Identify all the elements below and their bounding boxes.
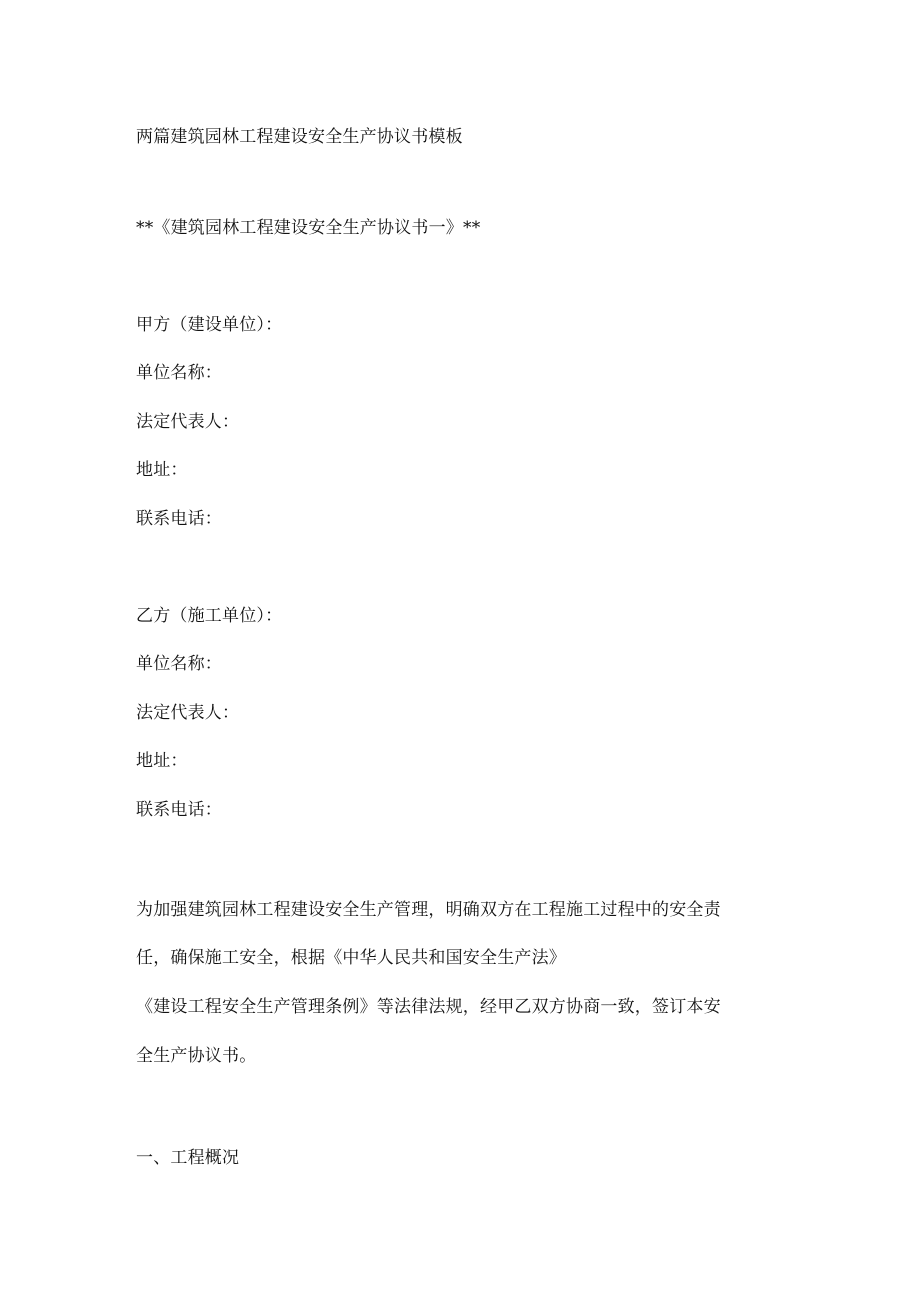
party-b-name-label: 单位名称： <box>136 654 222 674</box>
intro-line: 为加强建筑园林工程建设安全生产管理，明确双方在工程施工过程中的安全责 <box>136 900 721 920</box>
party-a-rep-label: 法定代表人： <box>136 412 240 432</box>
party-a-heading: 甲方（建设单位）： <box>136 315 283 335</box>
intro-line: 任，确保施工安全，根据《中华人民共和国安全生产法》 <box>136 948 566 968</box>
agreement-subtitle: **《建筑园林工程建设安全生产协议书一》** <box>136 218 481 238</box>
intro-line: 全生产协议书。 <box>136 1046 257 1066</box>
party-a-phone-label: 联系电话： <box>136 509 222 529</box>
party-b-heading: 乙方（施工单位）： <box>136 606 283 626</box>
party-b-address-label: 地址： <box>136 751 188 771</box>
party-a-name-label: 单位名称： <box>136 363 222 383</box>
section-heading-1: 一、工程概况 <box>136 1148 240 1168</box>
party-a-address-label: 地址： <box>136 460 188 480</box>
party-b-rep-label: 法定代表人： <box>136 703 240 723</box>
party-b-phone-label: 联系电话： <box>136 800 222 820</box>
intro-line: 《建设工程安全生产管理条例》等法律法规，经甲乙双方协商一致，签订本安 <box>136 997 721 1017</box>
document-title: 两篇建筑园林工程建设安全生产协议书模板 <box>136 127 463 147</box>
